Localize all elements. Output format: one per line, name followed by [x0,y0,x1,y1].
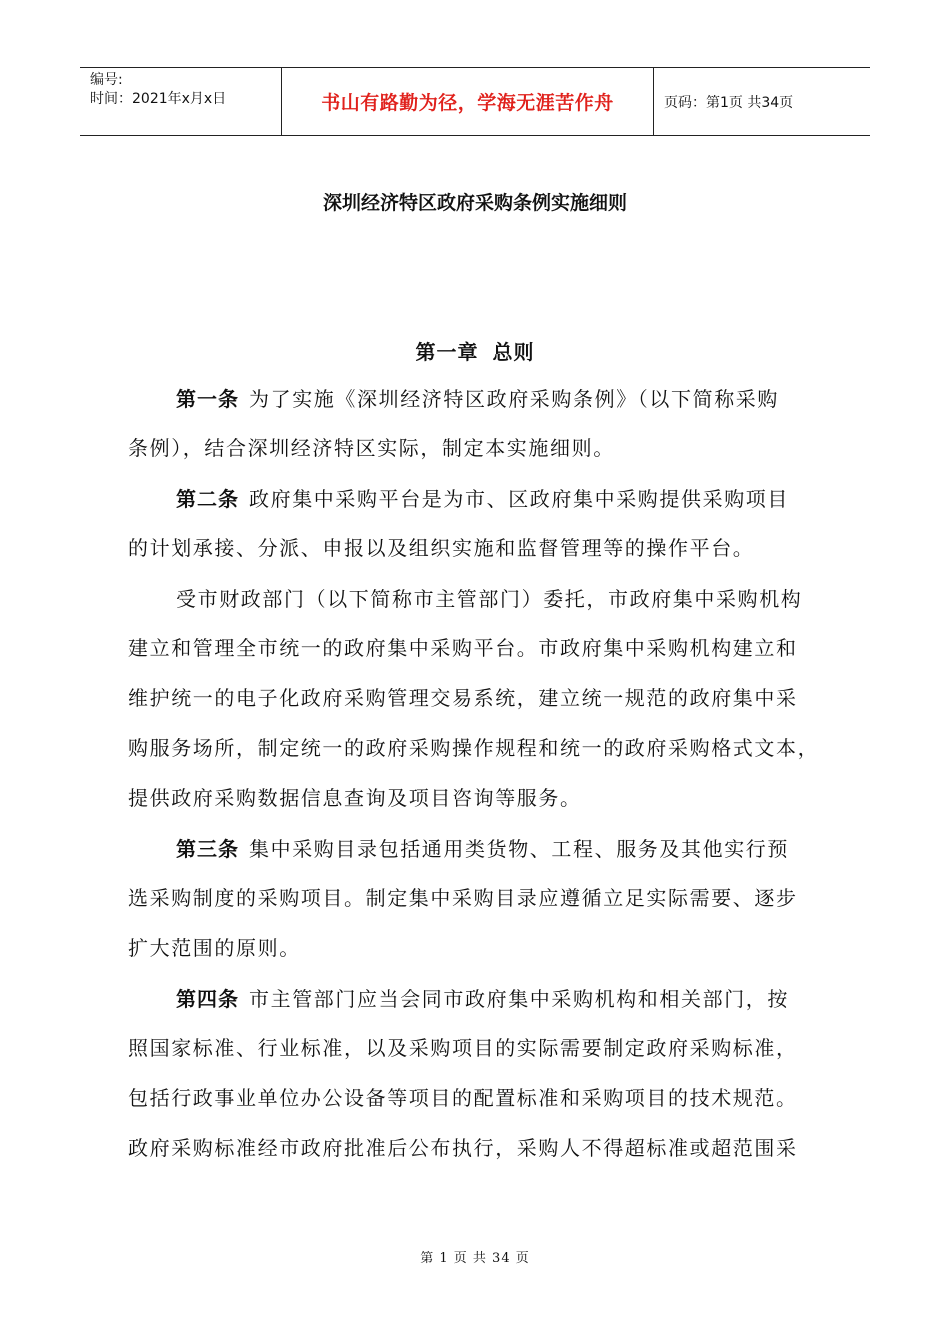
article-label: 第一条 [176,387,239,411]
body-line [128,686,798,710]
body-line [176,587,802,611]
body-line [128,786,582,810]
header-motto: 书山有路勤为径，学海无涯苦作舟 [282,68,654,135]
line-text: 建立和管理全市统一的政府集中采购平台。市政府集中采购机构建立和 [128,636,798,660]
line-text: 政府集中采购平台是为市、区政府集中采购提供采购项目 [249,487,789,511]
line-text: 集中采购目录包括通用类货物、工程、服务及其他实行预 [249,837,789,861]
body-line [128,1136,798,1160]
line-text: 受市财政部门（以下简称市主管部门）委托，市政府集中采购机构 [176,587,803,611]
header-table [80,67,870,136]
line-text: 提供政府采购数据信息查询及项目咨询等服务。 [128,786,582,810]
document-title: 深圳经济特区政府采购条例实施细则 [322,192,627,214]
line-text: 扩大范围的原则。 [128,936,301,960]
body-line [128,436,615,460]
body-line [176,987,789,1011]
body-line [128,636,798,660]
header-meta-cell [80,68,282,135]
body-line [128,936,301,960]
chapter-number: 第一章 [415,340,479,364]
article-label: 第四条 [176,987,239,1011]
line-text: 条例），结合深圳经济特区实际，制定本实施细则。 [128,436,615,460]
header-page-info: 页码：第1页 共34页 [664,94,794,111]
document-number-label: 编号: [90,72,123,88]
document-time-label: 时间：2021年x月x日 [90,91,227,107]
line-text: 购服务场所，制定统一的政府采购操作规程和统一的政府采购格式文本， [128,736,820,760]
body-line [128,736,819,760]
body-line [176,837,789,861]
line-text: 市主管部门应当会同市政府集中采购机构和相关部门，按 [249,987,789,1011]
body-line [128,1036,798,1060]
line-text: 政府采购标准经市政府批准后公布执行，采购人不得超标准或超范围采 [128,1136,798,1160]
body-line [128,536,754,560]
line-text: 的计划承接、分派、申报以及组织实施和监督管理等的操作平台。 [128,536,755,560]
body-line [128,1086,798,1110]
line-text: 选采购制度的采购项目。制定集中采购目录应遵循立足实际需要、逐步 [128,886,798,910]
body-line [176,387,779,411]
article-label: 第三条 [176,837,239,861]
chapter-name: 总则 [492,340,535,364]
line-text: 照国家标准、行业标准，以及采购项目的实际需要制定政府采购标准， [128,1036,798,1060]
page-footer: 第 1 页 共 34 页 [420,1251,530,1266]
article-label: 第二条 [176,487,239,511]
line-text: 包括行政事业单位办公设备等项目的配置标准和采购项目的技术规范。 [128,1086,798,1110]
line-text: 维护统一的电子化政府采购管理交易系统，建立统一规范的政府集中采 [128,686,798,710]
body-line [128,886,798,910]
line-text: 为了实施《深圳经济特区政府采购条例》（以下简称采购 [249,387,779,411]
chapter-heading [0,336,950,365]
body-line [176,487,789,511]
